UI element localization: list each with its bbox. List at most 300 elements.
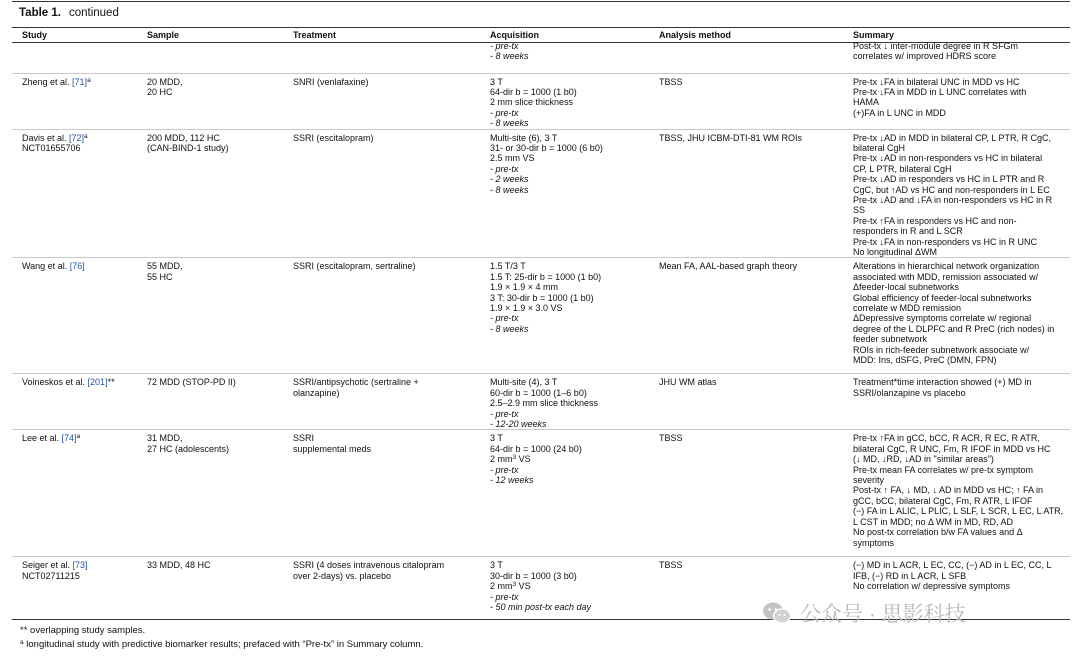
reference-link[interactable]: [72] xyxy=(69,132,85,143)
text-segment: - 8 weeks xyxy=(490,323,529,334)
text-segment: SSRI xyxy=(293,433,315,444)
cell-line xyxy=(659,377,843,387)
text-segment: Pre-tx ↓FA in bilateral UNC in MDD vs HC xyxy=(853,76,1020,87)
text-segment: No post-tx correlation b/w FA values and Δ xyxy=(853,527,1023,538)
cell-line xyxy=(853,303,1070,313)
cell-treatment xyxy=(283,258,480,374)
cell-line xyxy=(853,485,1070,495)
cell-line xyxy=(293,444,480,454)
text-segment: - pre-tx xyxy=(490,41,519,51)
text-segment: correlates w/ improved HDRS score xyxy=(853,51,997,62)
cell-line xyxy=(853,538,1070,548)
cell-line xyxy=(293,377,480,387)
text-segment: 55 HC xyxy=(147,271,173,282)
cell-line xyxy=(490,398,649,408)
text-segment: 27 HC (adolescents) xyxy=(147,443,230,454)
cell-line xyxy=(853,185,1070,195)
cell-summary xyxy=(843,129,1070,258)
text-segment: gCC, bCC, bilateral CgC, Fm, R ATR, L IFOF xyxy=(853,495,1033,506)
header-analysis-method: Analysis method xyxy=(659,30,732,40)
cell-line xyxy=(490,293,649,303)
cell-line xyxy=(853,334,1070,344)
text-segment: TBSS xyxy=(659,76,683,87)
cell-study xyxy=(12,374,137,430)
header-treatment: Treatment xyxy=(293,30,337,40)
cell-acquisition xyxy=(480,41,649,73)
text-segment: Mean FA, AAL-based graph theory xyxy=(659,261,798,272)
text-segment: 200 MDD, 112 HC xyxy=(147,132,220,143)
text-segment: - 8 weeks xyxy=(490,51,529,62)
cell-study xyxy=(12,258,137,374)
text-segment: SSRI/olanzapine vs placebo xyxy=(853,387,966,398)
cell-line xyxy=(490,261,649,271)
cell-line xyxy=(147,444,283,454)
cell-line xyxy=(490,377,649,387)
text-segment: 3 T xyxy=(490,433,503,444)
cell-acquisition xyxy=(480,430,649,557)
table-row xyxy=(12,41,1070,73)
text-segment: Pre-tx ↓AD in MDD in bilateral CP, L PTR, R CgC, xyxy=(853,132,1052,143)
cell-line xyxy=(490,454,649,464)
cell-line xyxy=(853,282,1070,292)
cell-line xyxy=(659,133,843,143)
text-segment: HAMA xyxy=(853,97,880,108)
text-segment: TBSS, JHU ICBM-DTI-81 WM ROIs xyxy=(659,132,803,143)
cell-study xyxy=(12,41,137,73)
text-segment: 60-dir b = 1000 (1–6 b0) xyxy=(490,387,587,398)
cell-study xyxy=(12,73,137,129)
cell-line xyxy=(490,108,649,118)
cell-line xyxy=(490,475,649,485)
cell-line xyxy=(853,247,1070,257)
cell-treatment xyxy=(283,374,480,430)
cell-line xyxy=(293,560,480,570)
cell-sample xyxy=(137,258,283,374)
text-segment: 64-dir b = 1000 (1 b0) xyxy=(490,86,577,97)
cell-line xyxy=(853,496,1070,506)
footnote-a-text: longitudinal study with predictive biomarker results; prefaced with “Pre-tx” in Summary column. xyxy=(23,639,424,650)
cell-line xyxy=(853,174,1070,184)
cell-line xyxy=(853,571,1070,581)
text-segment: SSRI/antipsychotic (sertraline + xyxy=(293,377,419,388)
text-segment: 2.5–2.9 mm slice thickness xyxy=(490,398,599,409)
table-footnotes xyxy=(20,624,423,652)
text-segment: - pre-tx xyxy=(490,313,519,324)
text-segment: Multi-site (6), 3 T xyxy=(490,132,558,143)
results-table xyxy=(12,30,1070,612)
text-segment: 30-dir b = 1000 (3 b0) xyxy=(490,570,577,581)
text-segment: 72 MDD (STOP-PD II) xyxy=(147,377,236,388)
text-segment: Seiger et al. xyxy=(22,560,73,571)
cell-line xyxy=(22,143,137,153)
text-segment: (+)FA in L UNC in MDD xyxy=(853,107,946,118)
table-row xyxy=(12,374,1070,430)
text-segment: - pre-tx xyxy=(490,408,519,419)
text-segment: feeder subnetwork xyxy=(853,334,928,345)
text-segment: Pre-tx ↑FA in responders vs HC and non- xyxy=(853,215,1017,226)
text-segment: - 8 weeks xyxy=(490,118,529,129)
text-segment: - 8 weeks xyxy=(490,184,529,195)
cell-line xyxy=(853,377,1070,387)
table-body xyxy=(12,41,1070,612)
cell-line xyxy=(490,77,649,87)
cell-line xyxy=(853,272,1070,282)
text-segment: correlate w MDD remission xyxy=(853,303,962,314)
text-segment: CP, L PTR, bilateral CgH xyxy=(853,163,952,174)
cell-line xyxy=(853,164,1070,174)
footnote-longitudinal xyxy=(20,638,423,652)
text-segment: over 2-days) vs. placebo xyxy=(293,570,392,581)
cell-line xyxy=(853,51,1070,61)
text-segment: 2 mm xyxy=(490,581,513,592)
cell-line xyxy=(853,143,1070,153)
text-segment: Voineskos et al. xyxy=(22,377,88,388)
table-caption-text: continued xyxy=(68,7,119,19)
cell-analysis xyxy=(649,41,843,73)
cell-summary xyxy=(843,430,1070,557)
cell-line xyxy=(490,41,649,51)
cell-sample xyxy=(137,430,283,557)
text-segment: IFB, (−) RD in L ACR, L SFB xyxy=(853,570,967,581)
cell-line xyxy=(490,133,649,143)
cell-line xyxy=(853,41,1070,51)
text-segment: Zheng et al. xyxy=(22,76,73,87)
cell-treatment xyxy=(283,430,480,557)
cell-line xyxy=(490,153,649,163)
header-summary: Summary xyxy=(853,30,895,40)
cell-summary xyxy=(843,41,1070,73)
text-segment: bilateral CgH xyxy=(853,142,906,153)
text-segment: Pre-tx ↓FA in MDD in L UNC correlates with xyxy=(853,86,1027,97)
reference-link[interactable]: [201] xyxy=(87,377,108,388)
text-segment: Lee et al. xyxy=(22,433,62,444)
cell-line xyxy=(490,272,649,282)
text-segment: Alterations in hierarchical network organization xyxy=(853,261,1040,272)
text-segment: olanzapine) xyxy=(293,387,340,398)
text-segment: Multi-site (4), 3 T xyxy=(490,377,558,388)
watermark-text: 公众号 · 思影科技 xyxy=(800,603,966,626)
cell-line xyxy=(490,433,649,443)
cell-analysis xyxy=(649,129,843,258)
text-segment: - pre-tx xyxy=(490,163,519,174)
text-segment: 3 T: 30-dir b = 1000 (1 b0) xyxy=(490,292,594,303)
text-segment: Pre-tx ↓FA in non-responders vs HC in R UNC xyxy=(853,236,1038,247)
text-segment: 1.9 × 1.9 × 3.0 VS xyxy=(490,303,563,314)
text-segment: - pre-tx xyxy=(490,591,519,602)
cell-line xyxy=(853,454,1070,464)
text-segment: TBSS xyxy=(659,560,683,571)
cell-line xyxy=(853,517,1070,527)
text-segment: 1.9 × 1.9 × 4 mm xyxy=(490,282,559,293)
table-header-row xyxy=(12,30,1070,41)
superscript: a xyxy=(84,132,88,140)
cell-line xyxy=(147,77,283,87)
cell-analysis xyxy=(649,73,843,129)
cell-line xyxy=(293,261,480,271)
cell-line xyxy=(853,581,1070,591)
cell-line xyxy=(853,237,1070,247)
cell-line xyxy=(853,465,1070,475)
table-caption xyxy=(19,6,119,20)
cell-line xyxy=(853,153,1070,163)
cell-line xyxy=(22,77,137,87)
cell-line xyxy=(853,108,1070,118)
text-segment: Post-tx ↑ FA, ↓ MD, ↓ AD in MDD vs HC; ↑ FA in xyxy=(853,485,1044,496)
text-segment: 2.5 mm VS xyxy=(490,153,535,164)
text-segment: - 2 weeks xyxy=(490,174,529,185)
cell-line xyxy=(853,560,1070,570)
text-segment: 2 mm slice thickness xyxy=(490,97,574,108)
reference-link[interactable]: [73] xyxy=(72,560,88,571)
cell-line xyxy=(490,87,649,97)
text-segment: CgC, but ↑AD vs HC and non-responders in L EC xyxy=(853,184,1050,195)
cell-line xyxy=(147,433,283,443)
superscript: a xyxy=(76,433,81,441)
cell-line xyxy=(22,377,137,387)
text-segment: 20 MDD, xyxy=(147,76,183,87)
text-segment: Δfeeder-local subnetworks xyxy=(853,282,960,293)
cell-treatment xyxy=(283,41,480,73)
text-segment: responders in R and L SCR xyxy=(853,226,963,237)
footnote-overlap: ** overlapping study samples. xyxy=(20,625,146,636)
text-segment: 33 MDD, 48 HC xyxy=(147,560,211,571)
text-segment: bilateral CgC, R UNC, Fm, R IFOF in MDD vs HC xyxy=(853,443,1051,454)
text-segment: (↓ MD, ↓RD, ↓AD in "similar areas") xyxy=(853,454,994,465)
cell-line xyxy=(853,77,1070,87)
superscript: 3 xyxy=(512,581,517,589)
table-row xyxy=(12,73,1070,129)
cell-line xyxy=(490,51,649,61)
header-sample: Sample xyxy=(147,30,180,40)
superscript: 3 xyxy=(512,454,517,462)
cell-line xyxy=(853,97,1070,107)
cell-summary xyxy=(843,258,1070,374)
cell-analysis xyxy=(649,258,843,374)
cell-line xyxy=(293,433,480,443)
text-segment: (−) MD in L ACR, L EC, CC, (−) AD in L EC, CC, L xyxy=(853,560,1052,571)
text-segment: 3 T xyxy=(490,560,503,571)
text-segment: NCT01655706 xyxy=(22,142,81,153)
text-segment: Davis et al. xyxy=(22,132,70,143)
wechat-icon xyxy=(762,601,792,625)
caption-rule xyxy=(12,27,1070,28)
text-segment: L CST in MDD; no Δ WM in MD, RD, AD xyxy=(853,516,1014,527)
cell-line xyxy=(490,324,649,334)
cell-line xyxy=(490,164,649,174)
cell-line xyxy=(853,261,1070,271)
cell-sample xyxy=(137,41,283,73)
cell-line xyxy=(293,133,480,143)
text-segment: SSRI (4 doses intravenous citalopram xyxy=(293,560,445,571)
text-segment: No longitudinal ΔWM xyxy=(853,247,938,257)
table-row xyxy=(12,129,1070,258)
text-segment: 31 MDD, xyxy=(147,433,183,444)
text-segment: degree of the L DLPFC and R PreC (rich nodes) in xyxy=(853,323,1055,334)
cell-line xyxy=(22,261,137,271)
text-segment: VS xyxy=(516,454,531,465)
text-segment: - 50 min post-tx each day xyxy=(490,602,592,613)
text-segment: Pre-tx ↑FA in gCC, bCC, R ACR, R EC, R ATR, xyxy=(853,433,1040,444)
text-segment: 1.5 T: 25-dir b = 1000 (1 b0) xyxy=(490,271,602,282)
table-row xyxy=(12,258,1070,374)
reference-link[interactable]: [71] xyxy=(72,76,88,87)
cell-line xyxy=(490,185,649,195)
cell-study xyxy=(12,557,137,613)
cell-sample xyxy=(137,374,283,430)
cell-line xyxy=(490,118,649,128)
cell-line xyxy=(490,388,649,398)
cell-line xyxy=(659,433,843,443)
cell-acquisition xyxy=(480,129,649,258)
cell-line xyxy=(147,87,283,97)
text-segment: Pre-tx mean FA correlates w/ pre-tx symptom xyxy=(853,464,1034,475)
cell-line xyxy=(490,444,649,454)
cell-sample xyxy=(137,73,283,129)
cell-line xyxy=(853,226,1070,236)
watermark xyxy=(762,598,966,628)
cell-line xyxy=(853,293,1070,303)
text-segment: SS xyxy=(853,205,866,216)
cell-line xyxy=(490,143,649,153)
cell-line xyxy=(853,388,1070,398)
text-segment: Pre-tx ↓AD and ↓FA in non-responders vs HC in R xyxy=(853,194,1053,205)
superscript: a xyxy=(87,76,91,84)
text-segment: - 12 weeks xyxy=(490,475,534,486)
text-segment: associated with MDD, remission associated w/ xyxy=(853,271,1039,282)
cell-line xyxy=(490,97,649,107)
text-segment: SNRI (venlafaxine) xyxy=(293,76,369,87)
cell-line xyxy=(853,506,1070,516)
text-segment: TBSS xyxy=(659,433,683,444)
cell-line xyxy=(147,560,283,570)
cell-acquisition xyxy=(480,374,649,430)
cell-line xyxy=(490,602,649,612)
cell-summary xyxy=(843,374,1070,430)
cell-line xyxy=(147,377,283,387)
text-segment: - pre-tx xyxy=(490,107,519,118)
cell-line xyxy=(853,324,1070,334)
footnote-a-mark: a xyxy=(20,639,24,646)
cell-line xyxy=(853,345,1070,355)
cell-line xyxy=(853,133,1070,143)
cell-line xyxy=(490,560,649,570)
cell-line xyxy=(490,592,649,602)
table-label: Table 1. xyxy=(19,7,61,19)
top-rule xyxy=(12,1,1070,2)
header-study: Study xyxy=(22,30,48,40)
cell-treatment xyxy=(283,557,480,613)
text-segment: 31- or 30-dir b = 1000 (6 b0) xyxy=(490,142,603,153)
cell-line xyxy=(147,133,283,143)
text-segment: Global efficiency of feeder-local subnetworks xyxy=(853,292,1032,303)
cell-line xyxy=(22,571,137,581)
text-segment: 55 MDD, xyxy=(147,261,183,272)
cell-line xyxy=(490,409,649,419)
cell-acquisition xyxy=(480,557,649,613)
header-acquisition: Acquisition xyxy=(490,30,539,40)
text-segment: (CAN-BIND-1 study) xyxy=(147,142,229,153)
cell-study xyxy=(12,430,137,557)
cell-line xyxy=(293,388,480,398)
cell-line xyxy=(490,174,649,184)
cell-line xyxy=(22,560,137,570)
cell-study xyxy=(12,129,137,258)
text-segment: VS xyxy=(516,581,531,592)
cell-analysis xyxy=(649,374,843,430)
cell-line xyxy=(853,433,1070,443)
text-segment: NCT02711215 xyxy=(22,570,80,581)
cell-line xyxy=(293,571,480,581)
cell-line xyxy=(147,272,283,282)
cell-treatment xyxy=(283,129,480,258)
cell-line xyxy=(853,216,1070,226)
text-segment: Post-tx ↓ inter-module degree in R SFGm xyxy=(853,41,1019,51)
cell-line xyxy=(853,475,1070,485)
cell-acquisition xyxy=(480,73,649,129)
text-segment: No correlation w/ depressive symptoms xyxy=(853,581,1011,592)
cell-line xyxy=(853,195,1070,205)
cell-line xyxy=(853,355,1070,365)
text-segment: Pre-tx ↓AD in responders vs HC in L PTR and R xyxy=(853,174,1045,185)
cell-sample xyxy=(137,557,283,613)
cell-line xyxy=(490,571,649,581)
cell-line xyxy=(490,419,649,429)
cell-summary xyxy=(843,73,1070,129)
reference-link[interactable]: [74] xyxy=(61,433,77,444)
cell-line xyxy=(490,303,649,313)
cell-line xyxy=(853,313,1070,323)
cell-line xyxy=(853,527,1070,537)
cell-treatment xyxy=(283,73,480,129)
text-segment: Treatment*time interaction showed (+) MD in xyxy=(853,377,1032,388)
cell-line xyxy=(490,581,649,591)
cell-line xyxy=(490,465,649,475)
cell-line xyxy=(853,205,1070,215)
text-segment: JHU WM atlas xyxy=(659,377,717,388)
cell-analysis xyxy=(649,430,843,557)
cell-line xyxy=(147,143,283,153)
text-segment: - pre-tx xyxy=(490,464,519,475)
reference-link[interactable]: [76] xyxy=(69,261,85,272)
text-segment: MDD: Ins, dSFG, PreC (DMN, FPN) xyxy=(853,355,997,366)
text-segment: ** xyxy=(107,377,115,388)
cell-line xyxy=(659,77,843,87)
cell-line xyxy=(293,77,480,87)
text-segment: SSRI (escitalopram) xyxy=(293,132,374,143)
text-segment: Wang et al. xyxy=(22,261,70,272)
cell-line xyxy=(22,133,137,143)
text-segment: - 12-20 weeks xyxy=(490,419,547,430)
cell-acquisition xyxy=(480,258,649,374)
text-segment: 64-dir b = 1000 (24 b0) xyxy=(490,443,582,454)
cell-line xyxy=(853,87,1070,97)
text-segment: ROIs in rich-feeder subnetwork associate w/ xyxy=(853,344,1030,355)
cell-sample xyxy=(137,129,283,258)
text-segment: (−) FA in L ALIC, L PLIC, L SLF, L SCR, L EC, L ATR, xyxy=(853,506,1064,517)
text-segment: symptoms xyxy=(853,537,895,548)
text-segment: supplemental meds xyxy=(293,443,372,454)
cell-line xyxy=(490,282,649,292)
text-segment: Pre-tx ↓AD in non-responders vs HC in bilateral xyxy=(853,153,1043,164)
text-segment: SSRI (escitalopram, sertraline) xyxy=(293,261,416,272)
text-segment: ΔDepressive symptoms correlate w/ regional xyxy=(853,313,1032,324)
text-segment: 1.5 T/3 T xyxy=(490,261,526,272)
cell-line xyxy=(659,560,843,570)
text-segment: 3 T xyxy=(490,76,503,87)
table-row xyxy=(12,430,1070,557)
cell-line xyxy=(659,261,843,271)
cell-line xyxy=(853,444,1070,454)
